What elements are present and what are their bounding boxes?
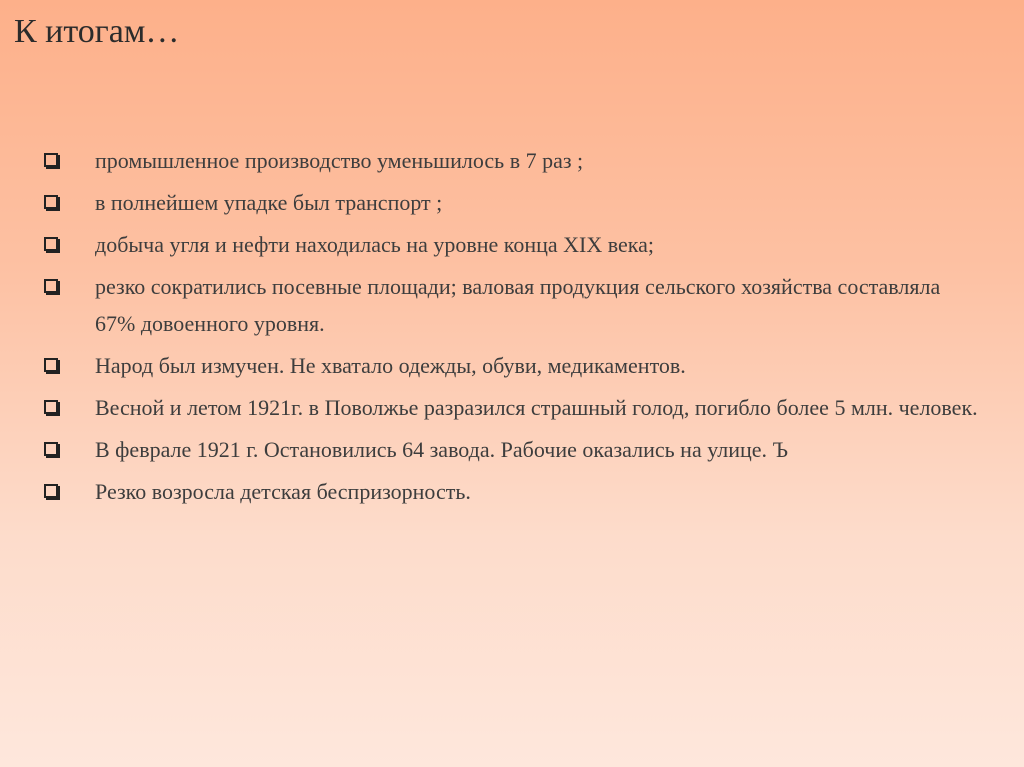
list-item-text: Резко возросла детская беспризорность. [95, 479, 471, 504]
hollow-square-bullet-icon [44, 279, 58, 293]
hollow-square-bullet-icon [44, 442, 58, 456]
list-item [44, 347, 984, 384]
list-item [44, 431, 984, 468]
list-item [44, 142, 984, 179]
hollow-square-bullet-icon [44, 400, 58, 414]
list-item-text: резко сократились посевные площади; валовая продукция сельского хозяйства составляла 67% довоенного уровня. [95, 274, 941, 336]
hollow-square-bullet-icon [44, 358, 58, 372]
list-item-text: Народ был измучен. Не хватало одежды, обуви, медикаментов. [95, 353, 686, 378]
list-item [44, 473, 984, 510]
list-item [44, 389, 984, 426]
list-item [44, 226, 984, 263]
list-item-text: промышленное производство уменьшилось в 7 раз ; [95, 148, 584, 173]
hollow-square-bullet-icon [44, 195, 58, 209]
hollow-square-bullet-icon [44, 237, 58, 251]
list-item [44, 268, 984, 342]
list-item-text: Весной и летом 1921г. в Поволжье разразился страшный голод, погибло более 5 млн. человек. [95, 395, 978, 420]
bullet-list [44, 142, 984, 515]
hollow-square-bullet-icon [44, 153, 58, 167]
list-item [44, 184, 984, 221]
hollow-square-bullet-icon [44, 484, 58, 498]
slide-title: К итогам… [14, 13, 180, 50]
list-item-text: в полнейшем упадке был транспорт ; [95, 190, 443, 215]
list-item-text: добыча угля и нефти находилась на уровне конца XIX века; [95, 232, 655, 257]
list-item-text: В феврале 1921 г. Остановились 64 завода. Рабочие оказались на улице. Ъ [95, 437, 789, 462]
